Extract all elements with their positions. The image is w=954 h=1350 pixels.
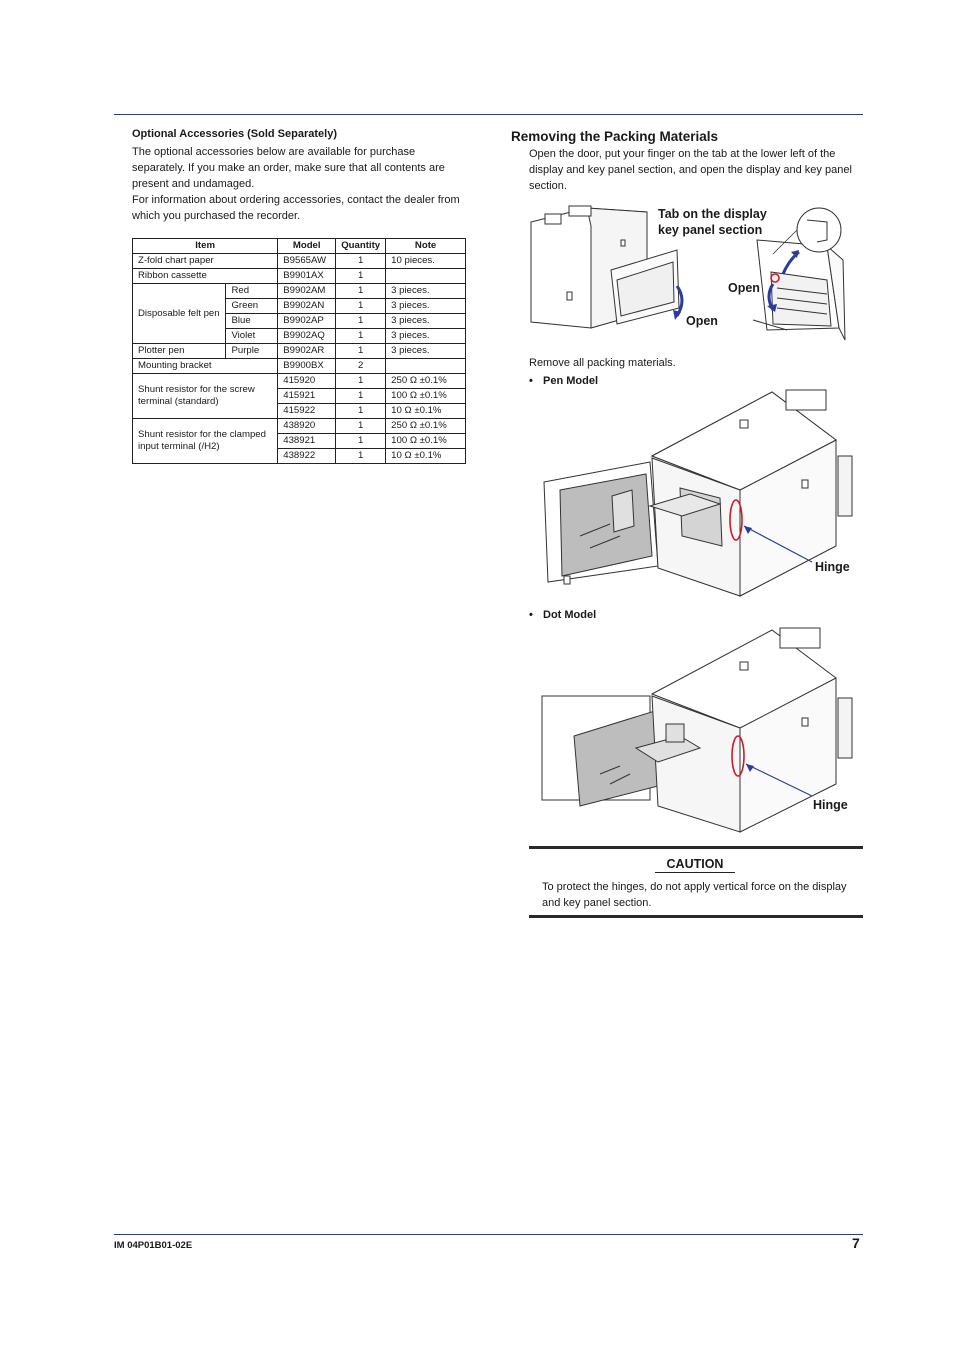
dot-model-label: Dot Model [543,609,597,621]
cell-qty: 1 [336,344,386,359]
cell-model: 415922 [278,404,336,419]
hinge-label-1: Hinge [815,560,850,574]
cell-qty: 1 [336,374,386,389]
optional-accessories-title: Optional Accessories (Sold Separately) [132,128,337,140]
cell-model: 438921 [278,434,336,449]
pen-model-figure [540,386,862,598]
table-row [133,344,466,359]
cell-qty: 1 [336,269,386,284]
cell-model: 415920 [278,374,336,389]
cell-note: 3 pieces. [386,314,466,329]
bullet-glyph: • [529,609,533,621]
cell-item: Shunt resistor for the clamped input terminal (/H2) [133,419,278,464]
header-note: Note [386,239,466,254]
cell-item: Disposable felt pen [133,284,226,344]
cell-model: 438922 [278,449,336,464]
cell-qty: 1 [336,419,386,434]
table-row [133,419,466,434]
pen-model-label: Pen Model [543,375,599,387]
removing-para: Open the door, put your finger on the tab at the lower left of the display and key panel section, and open the display and key panel section. [529,148,852,192]
cell-note: 10 pieces. [386,254,466,269]
hinge-label-2: Hinge [813,798,848,812]
removing-title: Removing the Packing Materials [511,129,719,144]
cell-subitem: Blue [226,314,278,329]
cell-note: 10 Ω ±0.1% [386,449,466,464]
caution-heading: CAUTION [655,857,735,873]
bullet-glyph: • [529,375,533,387]
cell-note: 3 pieces. [386,284,466,299]
cell-note: 3 pieces. [386,329,466,344]
cell-qty: 1 [336,299,386,314]
cell-item: Plotter pen [133,344,226,359]
open-label-2: Open [686,314,718,328]
accessories-table [132,238,466,464]
cell-item: Z-fold chart paper [133,254,278,269]
cell-model: B9902AM [278,284,336,299]
optional-accessories-para2: For information about ordering accessories, contact the dealer from which you purchased the recorder. [132,194,460,222]
cell-note [386,359,466,374]
remove-text: Remove all packing materials. [529,357,676,369]
table-row [133,374,466,389]
cell-note: 3 pieces. [386,344,466,359]
cell-note: 100 Ω ±0.1% [386,434,466,449]
cell-qty: 1 [336,254,386,269]
caution-text: To protect the hinges, do not apply vertical force on the display and key panel section. [542,881,847,909]
cell-qty: 1 [336,404,386,419]
cell-model: B9901AX [278,269,336,284]
cell-model: 415921 [278,389,336,404]
optional-accessories-para1: The optional accessories below are available for purchase separately. If you make an order, make sure that all contents are present and undamaged. [132,146,445,190]
open-label-1: Open [728,281,760,295]
cell-model: B9900BX [278,359,336,374]
table-header-row [133,239,466,254]
cell-model: 438920 [278,419,336,434]
footer-rule [114,1234,863,1235]
cell-qty: 2 [336,359,386,374]
cell-qty: 1 [336,434,386,449]
cell-note: 100 Ω ±0.1% [386,389,466,404]
cell-item: Mounting bracket [133,359,278,374]
cell-subitem: Red [226,284,278,299]
header-rule [114,114,863,115]
cell-subitem: Green [226,299,278,314]
tab-label-line2: key panel section [658,223,763,237]
table-row [133,269,466,284]
cell-qty: 1 [336,284,386,299]
page-number: 7 [852,1235,860,1251]
cell-note [386,269,466,284]
cell-item: Shunt resistor for the screw terminal (standard) [133,374,278,419]
dot-model-bullet [529,607,596,623]
cell-model: B9902AP [278,314,336,329]
cell-qty: 1 [336,389,386,404]
table-row [133,284,466,299]
cell-qty: 1 [336,314,386,329]
table-row [133,359,466,374]
cell-subitem: Purple [226,344,278,359]
cell-note: 3 pieces. [386,299,466,314]
header-model: Model [278,239,336,254]
header-item: Item [133,239,278,254]
optional-accessories-section [132,126,467,224]
doc-id: IM 04P01B01-02E [114,1240,193,1251]
cell-model: B9902AR [278,344,336,359]
caution-box [529,846,863,918]
cell-item: Ribbon cassette [133,269,278,284]
cell-subitem: Violet [226,329,278,344]
cell-note: 250 Ω ±0.1% [386,374,466,389]
header-quantity: Quantity [336,239,386,254]
cell-qty: 1 [336,449,386,464]
cell-model: B9902AQ [278,329,336,344]
tab-label-line1: Tab on the display [658,207,767,221]
cell-note: 250 Ω ±0.1% [386,419,466,434]
cell-qty: 1 [336,329,386,344]
cell-model: B9902AN [278,299,336,314]
table-row [133,254,466,269]
cell-model: B9565AW [278,254,336,269]
cell-note: 10 Ω ±0.1% [386,404,466,419]
